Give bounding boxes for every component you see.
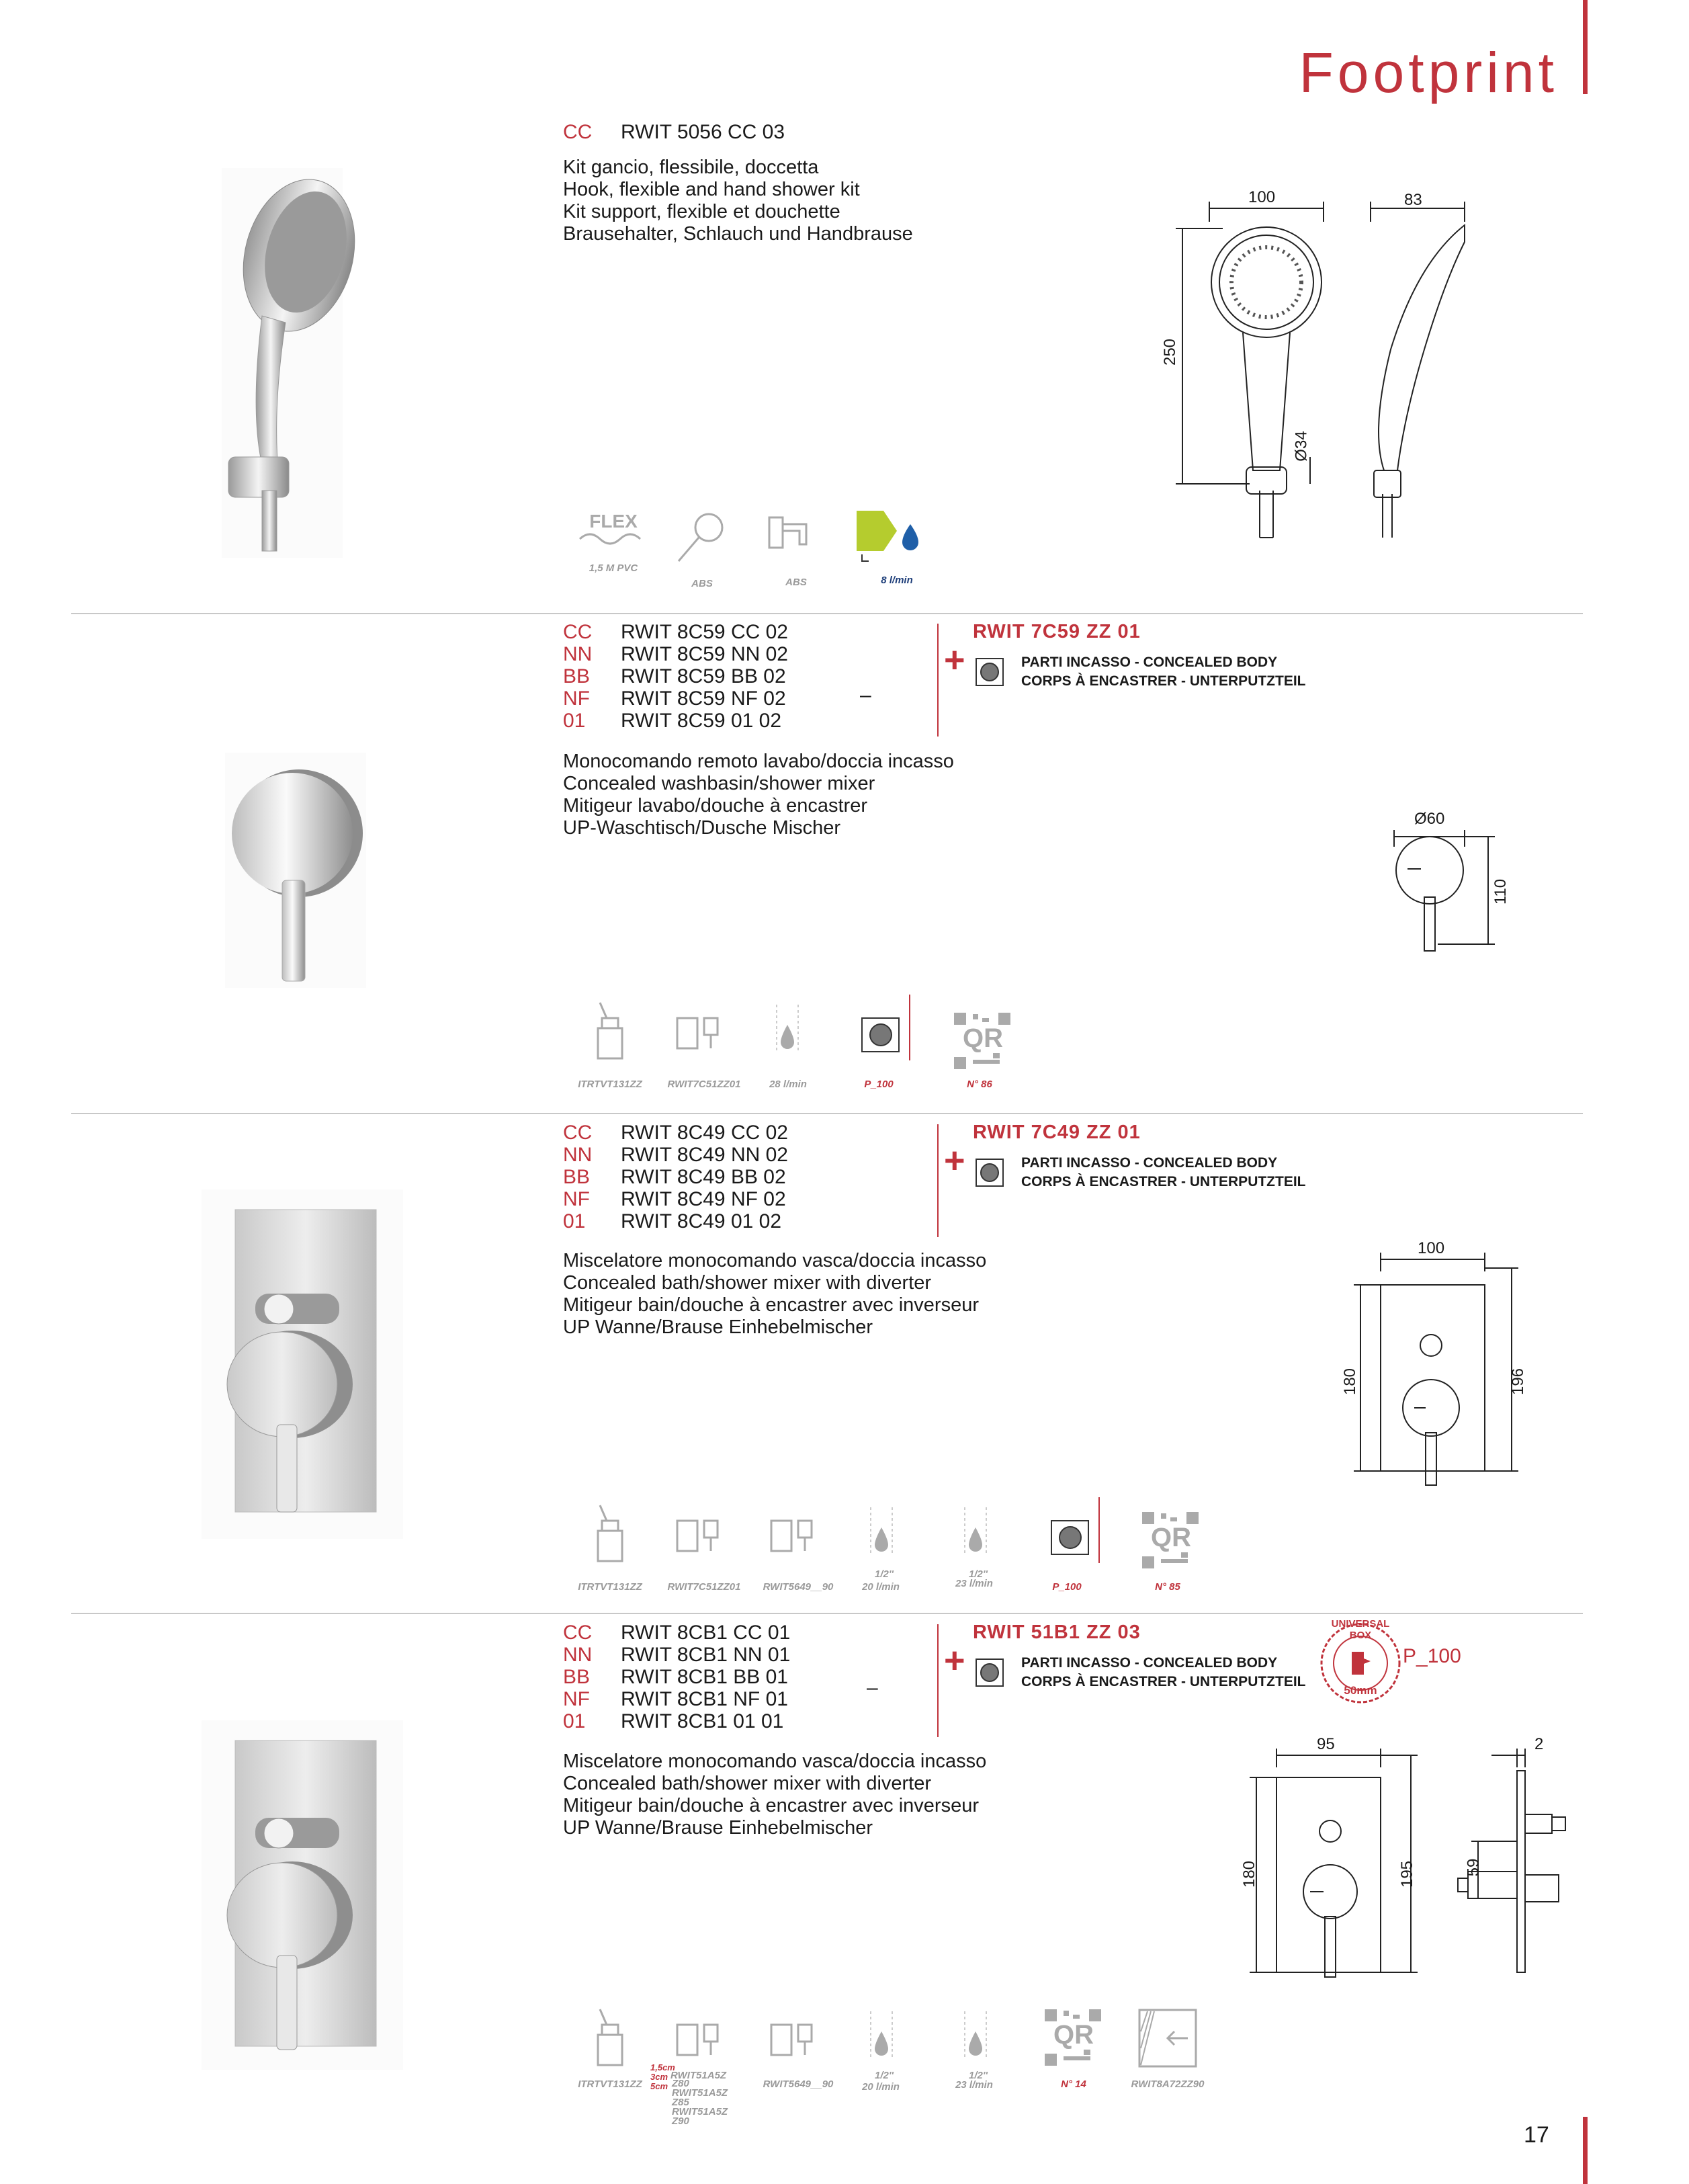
icon-label: RWIT7C51ZZ01 xyxy=(667,1079,741,1090)
qr-code-icon xyxy=(1141,1511,1201,1574)
icon-label: 1/2'' xyxy=(969,1568,988,1580)
code-row xyxy=(563,643,788,665)
page-title: Footprint xyxy=(1299,41,1558,104)
accessory-divider xyxy=(937,624,939,737)
icon-label: RWIT5649__90 xyxy=(763,2078,834,2090)
depth-option: 3cm xyxy=(650,2072,668,2082)
technical-drawing-1 xyxy=(1161,188,1465,544)
accessory-code: RWIT 7C59 ZZ 01 xyxy=(973,621,1141,642)
depth-option: 5cm xyxy=(650,2081,668,2091)
flow-rate-icon xyxy=(771,1005,805,1062)
dim-diameter: Ø60 xyxy=(1414,810,1445,828)
diverter-icon xyxy=(768,1517,815,1561)
body-icon xyxy=(674,2021,721,2065)
qr-code-icon xyxy=(953,1011,1013,1075)
section-divider xyxy=(71,613,1583,614)
accessory-line: CORPS À ENCASTRER - UNTERPUTZTEIL xyxy=(1021,1674,1306,1689)
code-row xyxy=(563,710,788,732)
accessory-line: CORPS À ENCASTRER - UNTERPUTZTEIL xyxy=(1021,1174,1306,1189)
code-row xyxy=(563,1644,790,1666)
technical-drawing-4 xyxy=(1236,1735,1572,1989)
icon-label: RWIT5649__90 xyxy=(763,1581,834,1593)
finish-code: CC xyxy=(563,1622,593,1644)
article-code: RWIT 8CB1 CC 01 xyxy=(621,1622,791,1644)
article-code: RWIT 5056 CC 03 xyxy=(621,121,785,143)
accessory-line: PARTI INCASSO - CONCEALED BODY xyxy=(1021,1655,1278,1671)
icon-label: RWIT51A5Z xyxy=(670,2070,727,2081)
extra-code: Z80 xyxy=(672,2078,689,2089)
finish-code: BB xyxy=(563,665,591,687)
code-row xyxy=(563,1710,790,1732)
water-saving-icon xyxy=(857,507,937,601)
desc-fr: Mitigeur lavabo/douche à encastrer xyxy=(563,795,867,816)
article-code: RWIT 8C59 BB 02 xyxy=(621,665,786,687)
code-row xyxy=(563,1622,790,1644)
icon-label: P_100 xyxy=(1052,1581,1082,1593)
dash: – xyxy=(867,1677,878,1699)
product-codes-3 xyxy=(563,1122,788,1232)
icon-row-3 xyxy=(570,1504,1242,1598)
article-code: RWIT 8C49 CC 02 xyxy=(621,1122,788,1144)
universal-box-stamp-icon xyxy=(1317,1620,1404,1707)
icon-label: ITRTVT131ZZ xyxy=(578,1079,642,1090)
icon-label: P_100 xyxy=(864,1079,894,1090)
product-description-3 xyxy=(563,1250,986,1339)
flow-rate-icon xyxy=(959,1507,993,1564)
icon-row-2 xyxy=(570,1001,1208,1095)
desc-it: Miscelatore monocomando vasca/doccia incasso xyxy=(563,1751,987,1772)
product-description-1 xyxy=(563,157,913,245)
extra-code: RWIT51A5Z xyxy=(672,2087,728,2099)
icon-label: ITRTVT131ZZ xyxy=(578,1581,642,1593)
extra-code: RWIT51A5Z xyxy=(672,2106,728,2117)
icon-label: 20 l/min xyxy=(862,2081,900,2093)
icon-label: 1/2'' xyxy=(875,1568,894,1580)
flex-label: FLEX xyxy=(589,511,638,532)
accessory-divider xyxy=(937,1624,939,1737)
icon-label: 1,5 M PVC xyxy=(589,562,638,574)
product-codes-2 xyxy=(563,621,788,732)
icon-label: ABS xyxy=(691,578,713,589)
product-photo-hand-shower xyxy=(222,168,343,558)
extra-code: Z85 xyxy=(672,2097,689,2108)
plus-icon: + xyxy=(944,1640,965,1681)
product-codes-1 xyxy=(563,121,785,143)
flow-rate-icon xyxy=(865,2011,899,2068)
finish-code: NN xyxy=(563,1144,593,1166)
accessory-code: RWIT 51B1 ZZ 03 xyxy=(973,1622,1141,1643)
desc-fr: Mitigeur bain/douche à encastrer avec inverseur xyxy=(563,1294,979,1316)
product-photo-mixer-diverter-box xyxy=(202,1720,403,2070)
code-row xyxy=(563,1210,788,1232)
desc-de: UP-Waschtisch/Dusche Mischer xyxy=(563,817,841,839)
footer-accent-bar xyxy=(1583,2117,1588,2184)
desc-de: UP Wanne/Brause Einhebelmischer xyxy=(563,1316,873,1338)
concealed-body-icon xyxy=(973,1156,1010,1193)
dim-width: 95 xyxy=(1317,1735,1335,1753)
code-row xyxy=(563,1188,788,1210)
code-row xyxy=(563,621,788,643)
dim-height: 180 xyxy=(1240,1860,1259,1888)
finish-code: BB xyxy=(563,1666,591,1688)
icon-label: ITRTVT131ZZ xyxy=(578,2078,642,2090)
plus-icon: + xyxy=(944,1140,965,1181)
article-code: RWIT 8C59 NF 02 xyxy=(621,687,786,710)
code-row xyxy=(563,1666,790,1688)
depth-option: 1,5cm xyxy=(650,2062,675,2072)
desc-fr: Kit support, flexible et douchette xyxy=(563,201,840,222)
icon-label: 20 l/min xyxy=(862,1581,900,1593)
stamp-text: UNIVERSAL BOX xyxy=(1331,1618,1390,1641)
technical-drawing-2 xyxy=(1384,810,1510,958)
icon-label: 23 l/min xyxy=(955,1578,993,1589)
article-code: RWIT 8CB1 01 01 xyxy=(621,1710,784,1732)
qr-code-icon xyxy=(1043,2008,1104,2072)
product-codes-4 xyxy=(563,1622,790,1732)
icon-label: 28 l/min xyxy=(769,1079,807,1090)
article-code: RWIT 8CB1 NN 01 xyxy=(621,1644,791,1666)
icon-label: RWIT8A72ZZ90 xyxy=(1131,2078,1205,2090)
extra-code: Z90 xyxy=(672,2115,689,2127)
body-icon xyxy=(674,1015,721,1058)
finish-code: BB xyxy=(563,1166,591,1188)
finish-code: CC xyxy=(563,621,593,643)
finish-code: NN xyxy=(563,1644,593,1666)
cartridge-icon xyxy=(590,1504,630,1568)
accessory-line: PARTI INCASSO - CONCEALED BODY xyxy=(1021,1155,1278,1171)
technical-drawing-3 xyxy=(1341,1239,1539,1486)
cartridge-icon xyxy=(590,2008,630,2072)
code-row xyxy=(563,121,785,143)
icon-label: RWIT7C51ZZ01 xyxy=(667,1581,741,1593)
page-number: 17 xyxy=(1524,2122,1549,2148)
icon-label: N° 86 xyxy=(967,1079,992,1090)
article-code: RWIT 8C49 NN 02 xyxy=(621,1144,788,1166)
flow-rate-icon xyxy=(959,2011,993,2068)
code-row xyxy=(563,1166,788,1188)
article-code: RWIT 8C59 NN 02 xyxy=(621,643,788,665)
dim-height: 195 xyxy=(1398,1860,1417,1888)
dim-diameter: Ø34 xyxy=(1292,431,1311,462)
article-code: RWIT 8CB1 BB 01 xyxy=(621,1666,788,1688)
section-divider xyxy=(71,1613,1583,1614)
finish-code: CC xyxy=(563,121,593,143)
hand-shower-icon xyxy=(672,511,732,598)
pressure-icon xyxy=(1048,1517,1095,1561)
cartridge-icon xyxy=(590,1001,630,1065)
code-row xyxy=(563,1688,790,1710)
concealed-body-icon xyxy=(973,655,1010,692)
icon-label: 8 l/min xyxy=(881,575,913,586)
dim-depth: 83 xyxy=(1404,191,1422,209)
wall-hook-icon xyxy=(766,514,826,598)
dim-height: 196 xyxy=(1509,1368,1528,1396)
accessory-text xyxy=(1021,653,1306,691)
icon-label: 23 l/min xyxy=(955,2079,993,2091)
dim-width: 100 xyxy=(1248,188,1276,206)
desc-it: Miscelatore monocomando vasca/doccia incasso xyxy=(563,1250,987,1271)
product-description-4 xyxy=(563,1751,986,1839)
code-row xyxy=(563,665,788,687)
desc-en: Concealed bath/shower mixer with diverter xyxy=(563,1272,932,1294)
product-photo-mixer-diverter xyxy=(202,1189,403,1539)
body-extra-codes xyxy=(672,2079,739,2126)
finish-code: NF xyxy=(563,1688,590,1710)
desc-de: Brausehalter, Schlauch und Handbrause xyxy=(563,223,913,245)
desc-en: Concealed washbasin/shower mixer xyxy=(563,773,875,794)
finish-code: NF xyxy=(563,1188,590,1210)
article-code: RWIT 8C49 NF 02 xyxy=(621,1188,786,1210)
dim-offset: 59 xyxy=(1464,1858,1483,1877)
finish-code: NF xyxy=(563,687,590,710)
flex-hose-icon xyxy=(576,511,650,598)
code-row xyxy=(563,1122,788,1144)
accessory-text xyxy=(1021,1154,1306,1191)
qr-text: QR xyxy=(1151,1523,1191,1552)
desc-de: UP Wanne/Brause Einhebelmischer xyxy=(563,1817,873,1839)
accessory-line: PARTI INCASSO - CONCEALED BODY xyxy=(1021,655,1278,670)
icon-row-4 xyxy=(570,2008,1242,2176)
article-code: RWIT 8C59 CC 02 xyxy=(621,621,788,643)
extension-icon xyxy=(1137,2008,1198,2072)
body-icon xyxy=(674,1517,721,1561)
dim-height: 180 xyxy=(1341,1368,1360,1396)
finish-code: CC xyxy=(563,1122,593,1144)
finish-code: 01 xyxy=(563,1710,586,1732)
dim-height: 110 xyxy=(1491,878,1510,905)
desc-en: Hook, flexible and hand shower kit xyxy=(563,179,860,200)
product-photo-mixer-round xyxy=(225,753,366,988)
icon-label: 1/2'' xyxy=(875,2070,894,2081)
desc-en: Concealed bath/shower mixer with diverter xyxy=(563,1773,932,1794)
flow-rate-icon xyxy=(865,1507,899,1564)
dim-height: 250 xyxy=(1161,338,1180,366)
article-code: RWIT 8C59 01 02 xyxy=(621,710,782,732)
accessory-code: RWIT 7C49 ZZ 01 xyxy=(973,1122,1141,1143)
code-row xyxy=(563,687,788,710)
qr-text: QR xyxy=(1053,2020,1094,2050)
dash: – xyxy=(860,684,871,706)
finish-code: 01 xyxy=(563,1210,586,1232)
desc-it: Monocomando remoto lavabo/doccia incasso xyxy=(563,751,954,772)
finish-code: NN xyxy=(563,643,593,665)
product-description-2 xyxy=(563,751,954,839)
article-code: RWIT 8C49 BB 02 xyxy=(621,1166,786,1188)
diverter-icon xyxy=(768,2021,815,2065)
stamp-text: 50mm xyxy=(1344,1684,1377,1697)
plus-icon: + xyxy=(944,640,965,680)
header-accent-bar xyxy=(1583,0,1588,94)
icon-label: N° 14 xyxy=(1061,2078,1086,2090)
accessory-divider xyxy=(937,1124,939,1237)
accessory-line: CORPS À ENCASTRER - UNTERPUTZTEIL xyxy=(1021,673,1306,689)
desc-it: Kit gancio, flessibile, doccetta xyxy=(563,157,819,178)
qr-text: QR xyxy=(963,1023,1003,1053)
pressure-icon xyxy=(859,1015,906,1058)
article-code: RWIT 8CB1 NF 01 xyxy=(621,1688,788,1710)
dim-width: 100 xyxy=(1418,1239,1445,1257)
section-divider xyxy=(71,1113,1583,1114)
concealed-body-icon xyxy=(973,1656,1010,1693)
finish-code: 01 xyxy=(563,710,586,732)
icon-label: N° 85 xyxy=(1155,1581,1180,1593)
dim-depth: 2 xyxy=(1534,1735,1544,1753)
accessory-text xyxy=(1021,1654,1306,1691)
pressure-badge: P_100 xyxy=(1403,1645,1461,1667)
icon-label: 1/2'' xyxy=(969,2070,988,2081)
code-row xyxy=(563,1144,788,1166)
article-code: RWIT 8C49 01 02 xyxy=(621,1210,782,1232)
icon-label: ABS xyxy=(785,577,807,588)
desc-fr: Mitigeur bain/douche à encastrer avec inverseur xyxy=(563,1795,979,1816)
